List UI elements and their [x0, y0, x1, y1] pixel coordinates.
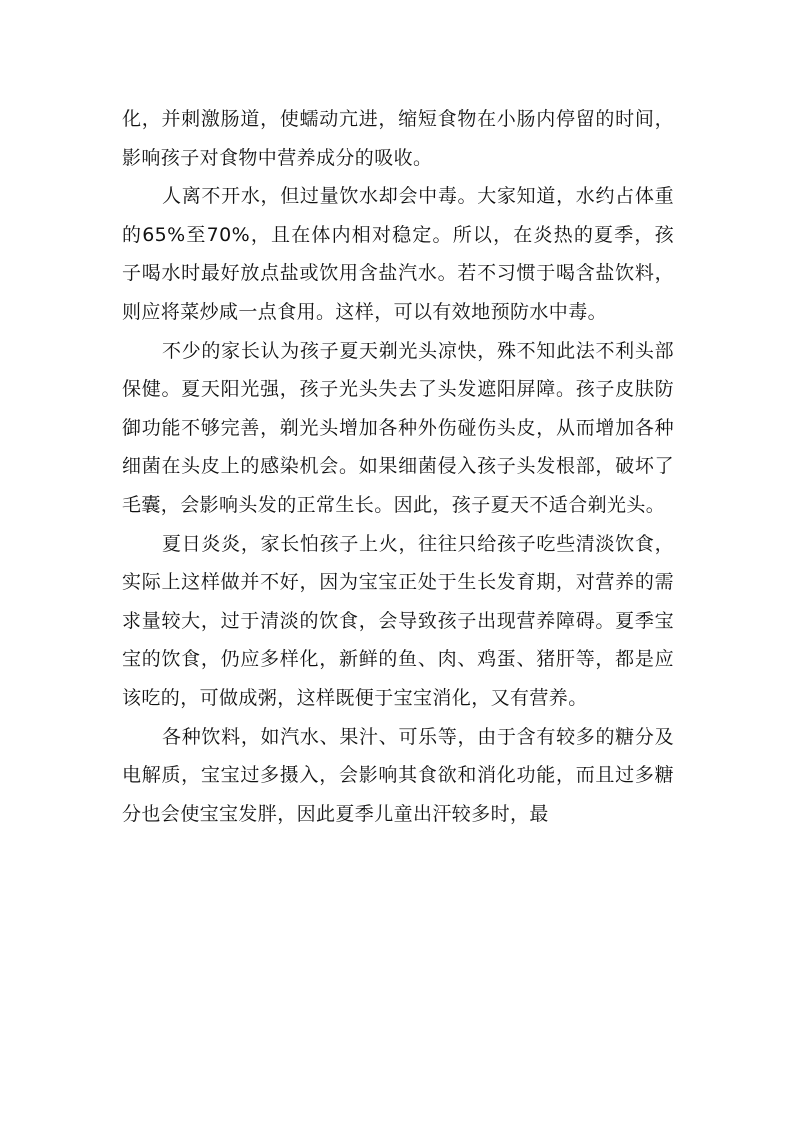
document-body [122, 100, 674, 833]
paragraph-shaved-head: 不少的家长认为孩子夏天剃光头凉快，殊不知此法不利头部保健。夏天阳光强，孩子光头失去了头发遮阳屏障。孩子皮肤防御功能不够完善，剃光头增加各种外伤碰伤头皮，从而增加各种细菌在头皮上的感染机会。如果细菌侵入孩子头发根部，破坏了毛囊，会影响头发的正常生长。因此，孩子夏天不适合剃光头。 [122, 339, 674, 516]
paragraph-continuation: 化，并刺激肠道，使蠕动亢进，缩短食物在小肠内停留的时间，影响孩子对食物中营养成分的吸收。 [122, 108, 674, 169]
paragraph-water-intoxication: 人离不开水，但过量饮水却会中毒。大家知道，水约占体重的65%至70%，且在体内相对稳定。所以，在炎热的夏季，孩子喝水时最好放点盐或饮用含盐汽水。若不习惯于喝含盐饮料，则应将菜炒咸一点食用。这样，可以有效地预防水中毒。 [122, 185, 674, 323]
paragraph-beverages: 各种饮料，如汽水、果汁、可乐等，由于含有较多的糖分及电解质，宝宝过多摄入，会影响其食欲和消化功能，而且过多糖分也会使宝宝发胖，因此夏季儿童出汗较多时，最 [122, 725, 674, 825]
paragraph-bland-diet: 夏日炎炎，家长怕孩子上火，往往只给孩子吃些清淡饮食，实际上这样做并不好，因为宝宝正处于生长发育期，对营养的需求量较大，过于清淡的饮食，会导致孩子出现营养障碍。夏季宝宝的饮食，仍应多样化，新鲜的鱼、肉、鸡蛋、猪肝等，都是应该吃的，可做成粥，这样既便于宝宝消化，又有营养。 [122, 532, 674, 709]
